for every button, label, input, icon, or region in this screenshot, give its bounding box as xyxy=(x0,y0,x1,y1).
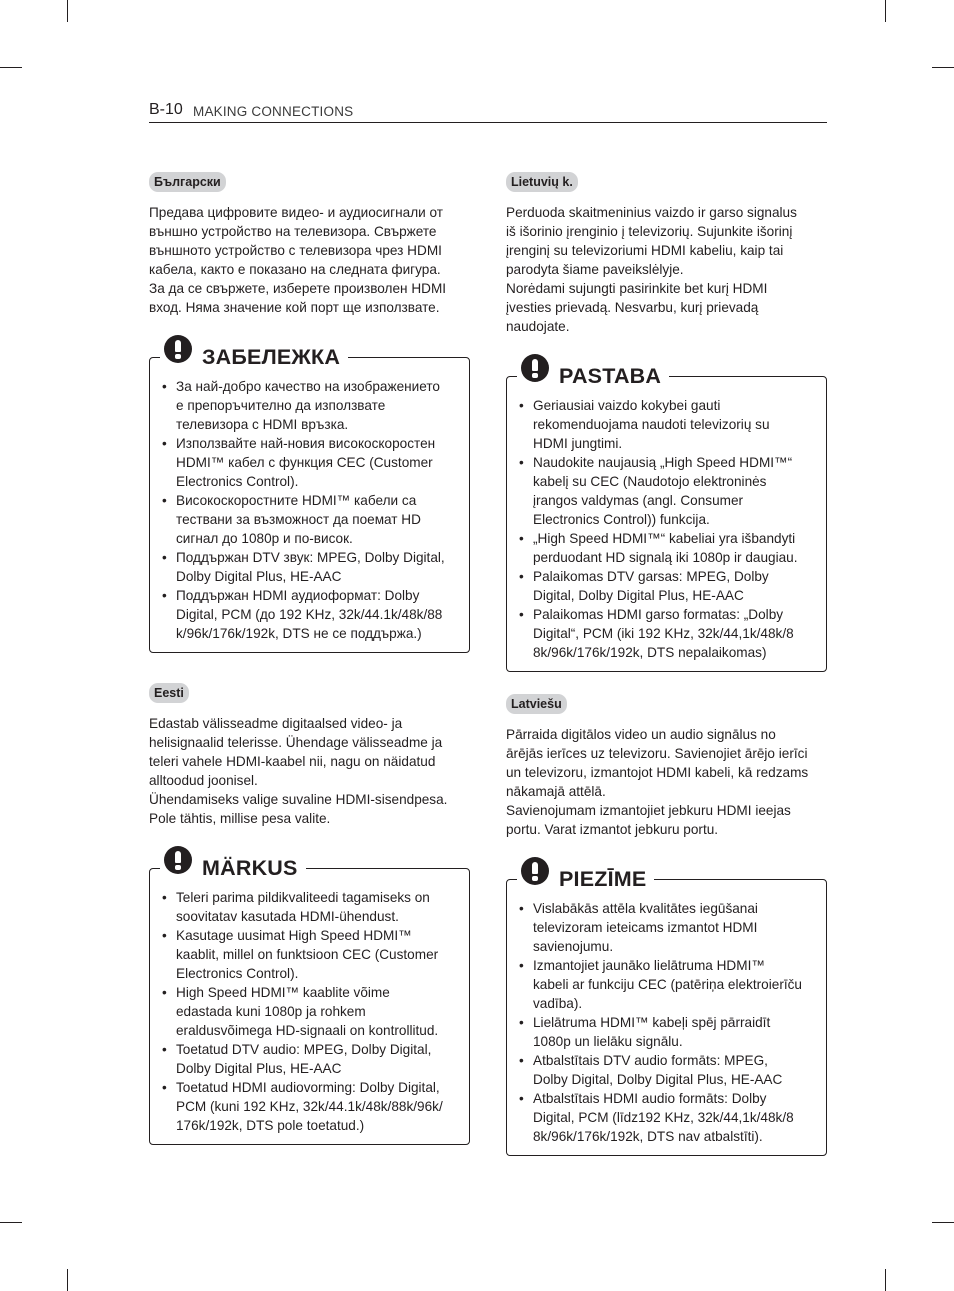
text-line: кабела, както е показано на следната фигура. xyxy=(149,262,441,277)
note-bullet xyxy=(150,548,461,586)
note-title: MÄRKUS xyxy=(202,856,298,880)
note-title: ЗАБЕЛЕЖКА xyxy=(202,345,341,369)
text-line: Digital, PCM (до 192 KHz, 32k/44.1k/48k/88 xyxy=(176,607,443,622)
note-bullet xyxy=(150,377,461,434)
text-line: eraldusvõimega HD-signaali on kontrollitud. xyxy=(176,1023,439,1038)
note-heading xyxy=(160,850,306,886)
note-heading xyxy=(160,339,348,375)
note-bullet xyxy=(150,983,461,1040)
note-bullet xyxy=(150,491,461,548)
text-line: телевизора с HDMI връзка. xyxy=(176,417,349,432)
text-line: 176k/192k, DTS pole toetatud.) xyxy=(176,1118,365,1133)
exclamation-icon xyxy=(521,354,549,382)
text-line: 1080p un lielāku signālu. xyxy=(533,1034,683,1049)
text-line: Digital“, PCM (iki 192 KHz, 32k/44,1k/48k/8 xyxy=(533,626,794,641)
text-line: įrangos valdymas (angl. Consumer xyxy=(533,493,744,508)
text-line: Digital, Dolby Digital Plus, HE-AAC xyxy=(533,588,744,603)
note-bullet xyxy=(507,1013,818,1051)
text-line: Digital, PCM (līdz192 KHz, 32k/44,1k/48k/8 xyxy=(533,1110,794,1125)
text-line: • Geriausiai vaizdo kokybei gauti xyxy=(533,398,721,413)
right-column xyxy=(506,172,828,1156)
note-bullet xyxy=(150,1078,461,1135)
text-line: • Naudokite naujausią „High Speed HDMI™“ xyxy=(533,455,793,470)
text-line: HDMI™ кабел с функция CEC (Customer xyxy=(176,455,433,470)
text-line: un televizoru, izmantojot HDMI kabeli, kā redzams xyxy=(506,765,809,780)
crop-mark xyxy=(0,1222,22,1223)
text-line: naudojate. xyxy=(506,319,570,334)
text-line: външното устройство с телевизора чрез HDMI xyxy=(149,243,442,258)
note-bullet xyxy=(507,899,818,956)
text-line: Electronics Control). xyxy=(176,966,299,981)
text-line: Ühendamiseks valige suvaline HDMI-sisendpesa. xyxy=(149,792,448,807)
text-line: вход. Няма значение кой порт ще използвате. xyxy=(149,300,440,315)
text-line: vadība). xyxy=(533,996,583,1011)
note-bullet xyxy=(507,1089,818,1146)
text-line: portu. Varat izmantot jebkuru portu. xyxy=(506,822,719,837)
text-line: • За най-добро качество на изображението xyxy=(176,379,440,394)
language-label: Eesti xyxy=(149,683,189,703)
note-bullet xyxy=(150,586,461,643)
text-line: Perduoda skaitmeninius vaizdo ir garso signalus xyxy=(506,205,797,220)
note-box xyxy=(506,364,827,672)
body-paragraph xyxy=(506,203,828,336)
text-line: PCM (kuni 192 KHz, 32k/44.1k/48k/88k/96k/ xyxy=(176,1099,443,1114)
page-header xyxy=(149,100,827,123)
exclamation-icon xyxy=(164,335,192,363)
crop-mark xyxy=(885,0,886,22)
text-line: Предава цифровите видео- и аудиосигнали от xyxy=(149,205,443,220)
text-line: • Lielātruma HDMI™ kabeļi spēj pārraidīt xyxy=(533,1015,771,1030)
note-box xyxy=(506,867,827,1156)
text-line: • Atbalstītais DTV audio formāts: MPEG, xyxy=(533,1053,768,1068)
crop-mark xyxy=(67,1269,68,1291)
body-paragraph xyxy=(149,203,471,317)
text-line: • Toetatud DTV audio: MPEG, Dolby Digital, xyxy=(176,1042,432,1057)
body-paragraph xyxy=(149,714,471,828)
text-line: • Vislabākās attēla kvalitātes iegūšanai xyxy=(533,901,758,916)
text-line: Dolby Digital Plus, HE-AAC xyxy=(176,569,342,584)
note-box xyxy=(149,856,470,1145)
text-line: Pārraida digitālos video un audio signālus no xyxy=(506,727,776,742)
text-line: • Atbalstītais HDMI audio formāts: Dolby xyxy=(533,1091,767,1106)
page-number: B-10 xyxy=(149,101,183,118)
text-line: Edastab välisseadme digitaalsed video- ja xyxy=(149,716,403,731)
text-line: • Palaikomas HDMI garso formatas: „Dolby xyxy=(533,607,784,622)
crop-mark xyxy=(885,1269,886,1291)
language-label: Български xyxy=(149,172,226,192)
text-line: parodyta šiame paveikslėlyje. xyxy=(506,262,684,277)
text-line: Dolby Digital Plus, HE-AAC xyxy=(176,1061,342,1076)
text-line: • High Speed HDMI™ kaablite võime xyxy=(176,985,390,1000)
text-line: сигнал до 1080p и по-висок. xyxy=(176,531,353,546)
text-line: • „High Speed HDMI™“ kabeliai yra išbandyti xyxy=(533,531,796,546)
text-line: Norėdami sujungti pasirinkite bet kurį HDMI xyxy=(506,281,768,296)
note-bullet xyxy=(507,529,818,567)
exclamation-icon xyxy=(164,846,192,874)
text-line: ārējās ierīces uz televizoru. Savienojiet ārējo ierīci xyxy=(506,746,808,761)
note-heading xyxy=(517,358,669,394)
text-line: HDMI jungtimi. xyxy=(533,436,623,451)
text-line: Savienojumam izmantojiet jebkuru HDMI ieejas xyxy=(506,803,791,818)
text-line: kaablit, millel on funktsioon CEC (Customer xyxy=(176,947,439,962)
language-label: Lietuvių k. xyxy=(506,172,578,192)
text-line: rekomenduojama naudoti televizorių su xyxy=(533,417,770,432)
text-line: • Поддържан DTV звук: MPEG, Dolby Digital, xyxy=(176,550,445,565)
text-line: външно устройство на телевизора. Свържете xyxy=(149,224,437,239)
text-line: nākamajā attēlā. xyxy=(506,784,606,799)
note-heading xyxy=(517,861,654,897)
note-title: PASTABA xyxy=(559,364,662,388)
note-bullet xyxy=(150,434,461,491)
text-line: soovitatav kasutada HDMI-ühendust. xyxy=(176,909,399,924)
crop-mark xyxy=(67,0,68,22)
text-line: • Високоскоростните HDMI™ кабели са xyxy=(176,493,417,508)
note-list xyxy=(150,888,461,1135)
text-line: • Използвайте най-новия високоскоростен xyxy=(176,436,436,451)
note-list xyxy=(507,899,818,1146)
text-line: alltoodud joonisel. xyxy=(149,773,258,788)
text-line: тествани за възможност да поемат HD xyxy=(176,512,421,527)
text-line: įrenginį su televizoriumi HDMI kabeliu, kaip tai xyxy=(506,243,784,258)
text-line: е препоръчително да използвате xyxy=(176,398,386,413)
note-bullet xyxy=(507,1051,818,1089)
section-title: MAKING CONNECTIONS xyxy=(193,104,354,119)
text-line: k/96k/176k/192k, DTS не се поддържа.) xyxy=(176,626,422,641)
text-line: edastada kuni 1080p ja rohkem xyxy=(176,1004,366,1019)
text-line: perduodant HD signalą iki 1080p ir daugiau. xyxy=(533,550,798,565)
note-bullet xyxy=(150,1040,461,1078)
text-line: Dolby Digital, Dolby Digital Plus, HE-AAC xyxy=(533,1072,783,1087)
text-line: • Toetatud HDMI audiovorming: Dolby Digital, xyxy=(176,1080,440,1095)
note-bullet xyxy=(150,926,461,983)
text-line: За да се свържете, изберете произволен HDMI xyxy=(149,281,447,296)
note-bullet xyxy=(507,453,818,529)
note-bullet xyxy=(507,605,818,662)
note-list xyxy=(150,377,461,643)
text-line: • Izmantojiet jaunāko lielātruma HDMI™ xyxy=(533,958,765,973)
text-line: • Kasutage uusimat High Speed HDMI™ xyxy=(176,928,412,943)
text-line: kabelį su CEC (Naudotojo elektroninės xyxy=(533,474,767,489)
text-line: kabeli ar funkciju CEC (patēriņa elektroierīču xyxy=(533,977,802,992)
text-line: Pole tähtis, millise pesa valite. xyxy=(149,811,331,826)
left-column xyxy=(149,172,471,1145)
text-line: helisignaalid telerisse. Ühendage välisseadme ja xyxy=(149,735,443,750)
text-line: iš išorinio įrenginio į televizorių. Sujunkite išorinį xyxy=(506,224,793,239)
crop-mark xyxy=(932,67,954,68)
text-line: • Palaikomas DTV garsas: MPEG, Dolby xyxy=(533,569,769,584)
note-list xyxy=(507,396,818,662)
language-label: Latviešu xyxy=(506,694,567,714)
note-box xyxy=(149,345,470,653)
text-line: televizoram ieteicams izmantot HDMI xyxy=(533,920,758,935)
crop-mark xyxy=(932,1222,954,1223)
text-line: savienojumu. xyxy=(533,939,614,954)
text-line: 8k/96k/176k/192k, DTS nav atbalstīti). xyxy=(533,1129,763,1144)
text-line: • Teleri parima pildikvaliteedi tagamiseks on xyxy=(176,890,430,905)
exclamation-icon xyxy=(521,857,549,885)
text-line: • Поддържан HDMI аудиоформат: Dolby xyxy=(176,588,420,603)
body-paragraph xyxy=(506,725,828,839)
note-bullet xyxy=(507,567,818,605)
note-bullet xyxy=(150,888,461,926)
crop-mark xyxy=(0,67,22,68)
text-line: Electronics Control). xyxy=(176,474,299,489)
text-line: teleri vahele HDMI-kaabel nii, nagu on näidatud xyxy=(149,754,436,769)
text-line: įvesties prievadą. Nesvarbu, kurį prievadą xyxy=(506,300,759,315)
note-bullet xyxy=(507,956,818,1013)
text-line: Electronics Control)) funkcija. xyxy=(533,512,710,527)
note-bullet xyxy=(507,396,818,453)
note-title: PIEZĪME xyxy=(559,867,647,891)
text-line: 8k/96k/176k/192k, DTS nepalaikomas) xyxy=(533,645,767,660)
